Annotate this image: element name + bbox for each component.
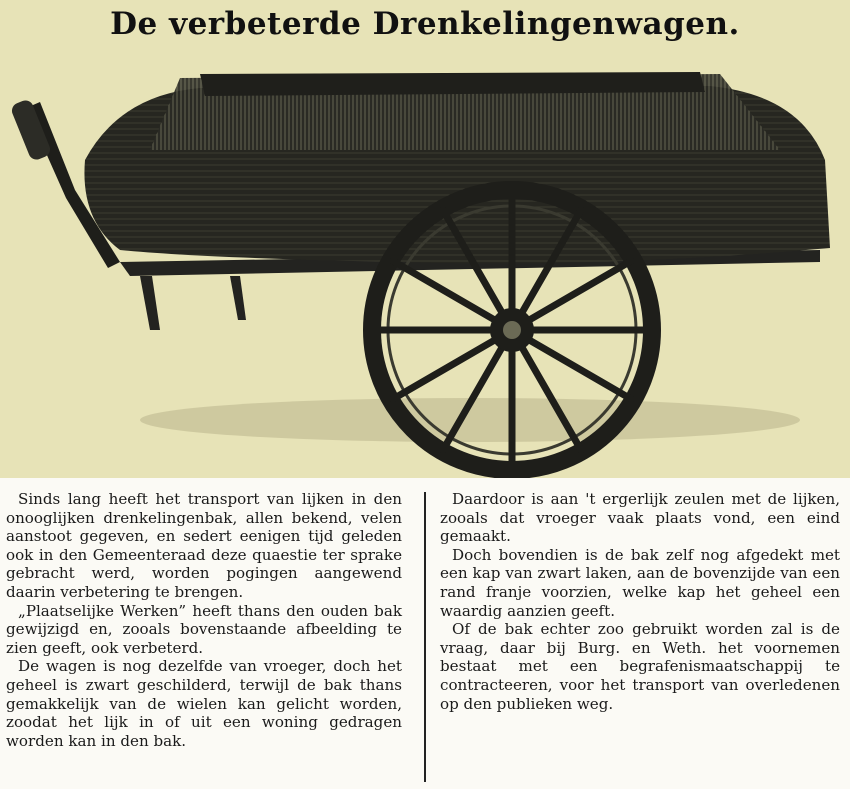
cart-leg-rear <box>230 276 246 320</box>
cart-wheel <box>372 190 652 470</box>
paragraph: Of de bak echter zoo gebruikt worden zal is de vraag, daar bij Burg. en Weth. het voornemen bestaat met een begrafenismaatschappij te contracteeren, voor het transport van overledenen op den publieken weg. <box>440 620 840 713</box>
paragraph: Doch bovendien is de bak zelf nog afgedekt met een kap van zwart laken, aan de bovenzijde van een rand franje voorzien, welke kap het geheel een waardig aanzien geeft. <box>440 545 840 620</box>
paragraph: Sinds lang heeft het transport van lijken in den onooglijken drenkelingenbak, allen bekend, velen aanstoot gegeven, en sedert eenigen tijd geleden ook in den Gemeenteraad deze quaestie ter sprake gebracht werd, worden pogingen aangewend daarin verbetering te brengen. <box>6 490 402 601</box>
cart-leg-front <box>140 276 160 330</box>
paragraph: Daardoor is aan 't ergerlijk zeulen met de lijken, zooals dat vroeger vaak plaats vond, een eind gemaakt. <box>440 490 840 546</box>
left-column <box>6 490 402 750</box>
cover-top <box>200 72 705 96</box>
column-divider <box>424 492 426 782</box>
article-title: De verbeterde Drenkelingenwagen. <box>110 6 740 42</box>
paragraph: De wagen is nog dezelfde van vroeger, doch het geheel is zwart geschilderd, terwijl de bak thans gemakkelijk van de wielen kan gelicht worden, zoodat het lijk in of uit een woning gedragen worden kan in den bak. <box>6 657 402 750</box>
paragraph: „Plaatselijke Werken” heeft thans den ouden bak gewijzigd en, zooals bovenstaande afbeelding te zien geeft, ook verbeterd. <box>6 601 402 657</box>
right-column <box>440 490 840 713</box>
